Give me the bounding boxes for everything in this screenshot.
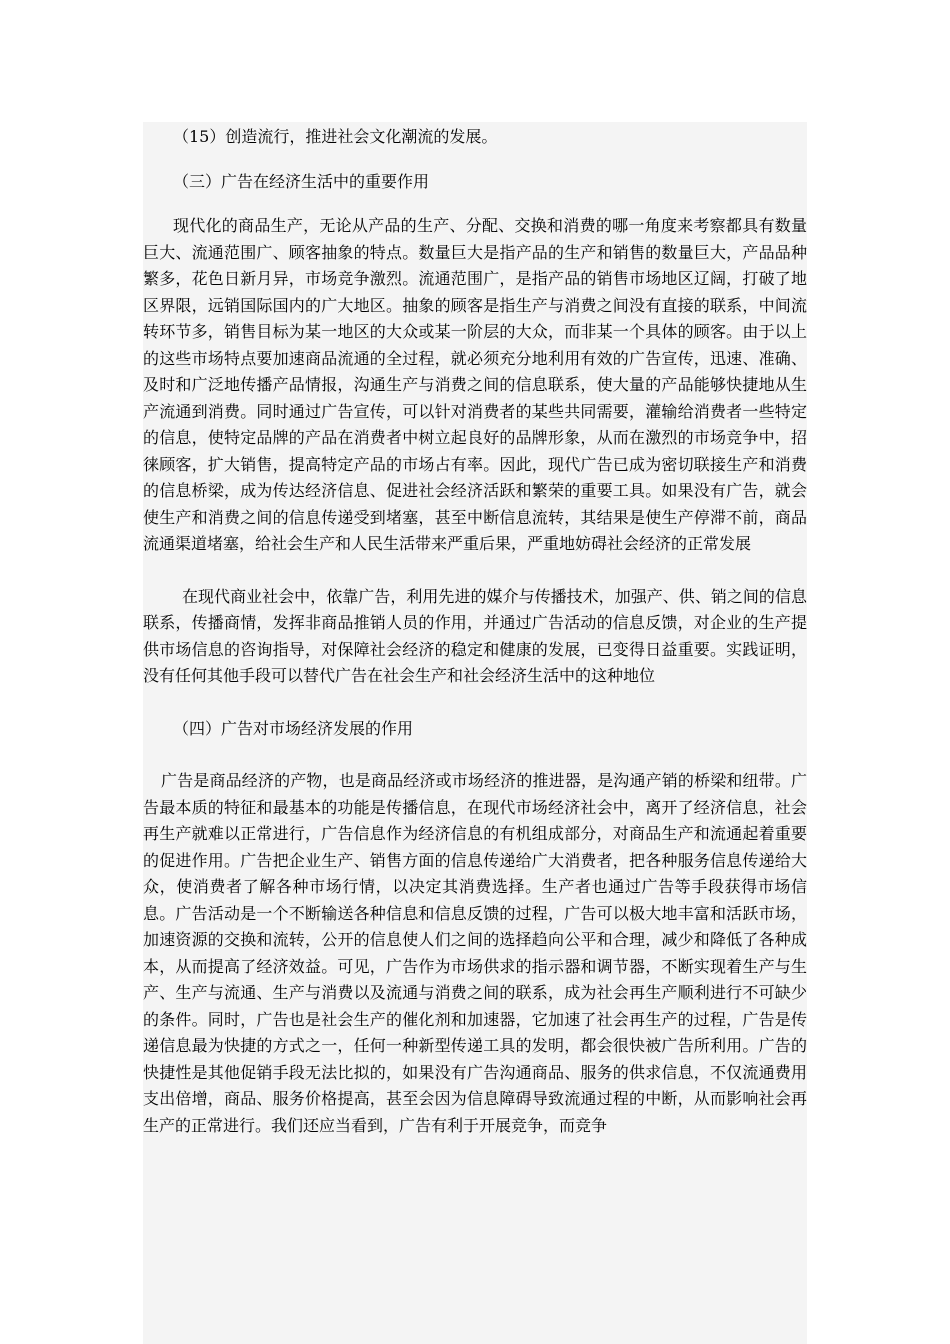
section-4-heading: （四）广告对市场经济发展的作用: [173, 718, 414, 738]
document-body: [143, 122, 807, 1139]
section-3-paragraph-2: 在现代商业社会中，依靠广告，利用先进的媒介与传播技术，加强产、供、销之间的信息联系，传播商情，发挥非商品推销人员的作用，并通过广告活动的信息反馈，对企业的生产提供市场信息的咨询指导，对保障社会经济的稳定和健康的发展，已变得日益重要。实践证明，没有任何其他手段可以替代广告在社会生产和社会经济生活中的这种地位: [143, 586, 807, 685]
section-3-paragraph-1: 现代化的商品生产，无论从产品的生产、分配、交换和消费的哪一角度来考察都具有数量巨大、流通范围广、顾客抽象的特点。数量巨大是指产品的生产和销售的数量巨大，产品品种繁多，花色日新月异，市场竞争激烈。流通范围广，是指产品的销售市场地区辽阔，打破了地区界限，远销国际国内的广大地区。抽象的顾客是指生产与消费之间没有直接的联系，中间流转环节多，销售目标为某一地区的大众或某一阶层的大众，而非某一个具体的顾客。由于以上的这些市场特点要加速商品流通的全过程，就必须充分地利用有效的广告宣传，迅速、准确、及时和广泛地传播产品情报，沟通生产与消费之间的信息联系，使大量的产品能够快捷地从生产流通到消费。同时通过广告宣传，可以针对消费者的某些共同需要，灌输给消费者一些特定的信息，使特定品牌的产品在消费者中树立起良好的品牌形象，从而在激烈的市场竞争中，招徕顾客，扩大销售，提高特定产品的市场占有率。因此，现代广告已成为密切联接生产和消费的信息桥梁，成为传达经济信息、促进社会经济活跃和繁荣的重要工具。如果没有广告，就会使生产和消费之间的信息传递受到堵塞，甚至中断信息流转，其结果是使生产停滞不前，商品流通渠道堵塞，给社会生产和人民生活带来严重后果，严重地妨碍社会经济的正常发展: [143, 216, 807, 553]
section-3-heading: （三）广告在经济生活中的重要作用: [173, 171, 430, 191]
section-4-paragraph-1: 广告是商品经济的产物，也是商品经济或市场经济的推进器，是沟通产销的桥梁和纽带。广告最本质的特征和最基本的功能是传播信息，在现代市场经济社会中，离开了经济信息，社会再生产就难以正常进行，广告信息作为经济信息的有机组成部分，对商品生产和流通起着重要的促进作用。广告把企业生产、销售方面的信息传递给广大消费者，把各种服务信息传递给大众，使消费者了解各种市场行情，以决定其消费选择。生产者也通过广告等手段获得市场信息。广告活动是一个不断输送各种信息和信息反馈的过程，广告可以极大地丰富和活跃市场，加速资源的交换和流转，公开的信息使人们之间的选择趋向公平和合理，减少和降低了各种成本，从而提高了经济效益。可见，广告作为市场供求的指示器和调节器，不断实现着生产与生产、生产与流通、生产与消费以及流通与消费之间的联系，成为社会再生产顺利进行不可缺少的条件。同时，广告也是社会生产的催化剂和加速器，它加速了社会再生产的过程，广告是传递信息最为快捷的方式之一，任何一种新型传递工具的发明，都会很快被广告所利用。广告的快捷性是其他促销手段无法比拟的，如果没有广告沟通商品、服务的供求信息，不仅流通费用支出倍增，商品、服务价格提高，甚至会因为信息障碍导致流通过程的中断，从而影响社会再生产的正常进行。我们还应当看到，广告有利于开展竞争，而竞争: [143, 771, 807, 1135]
item-15-heading: （15）创造流行，推进社会文化潮流的发展。: [173, 127, 498, 146]
